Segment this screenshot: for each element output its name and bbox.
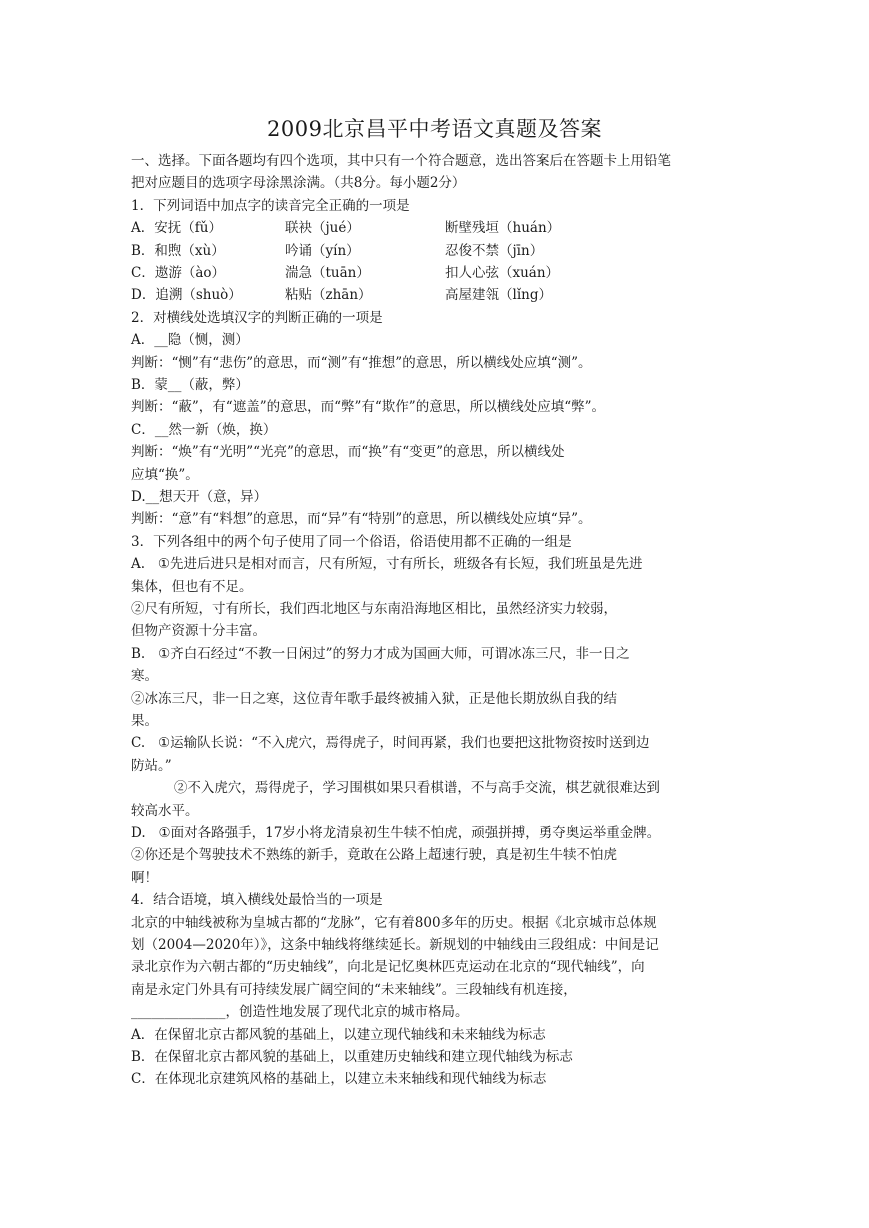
text-line: B. ①齐白石经过“不教一日闲过”的努力才成为国画大师，可谓冰冻三尺，非一日之 [131,645,630,662]
document-title: 2009北京昌平中考语文真题及答案 [267,117,602,141]
q1-option-label: B．和煦（xù） [131,242,225,259]
q1-option-label: D．追溯（shuò） [131,287,242,304]
text-line: 判断：“恻”有“悲伤”的意思，而“测”有“推想”的意思，所以横线处应填“测”。 [131,354,592,371]
text-line: 划（2004—2020年）》，这条中轴线将继续延长。新规划的中轴线由三段组成：中间是记 [131,937,659,953]
text-line: A．在保留北京古都风貌的基础上，以建立现代轴线和未来轴线为标志 [131,1026,546,1043]
q1-option-item: 粘贴（zhān） [285,287,372,304]
q1-option-item: 断壁残垣（huán） [445,220,561,237]
text-line: 应填“换”。 [131,466,199,483]
text-line: A. ①先进后进只是相对而言，尺有所短，寸有所长，班级各有长短，我们班虽是先进 [131,556,643,573]
text-line: B．在保留北京古都风貌的基础上，以重建历史轴线和建立现代轴线为标志 [131,1049,573,1065]
q1-option-item: 联袂（jué） [285,220,360,237]
text-line: A．__隐（恻，测） [131,332,249,349]
text-line: C．在体现北京建筑风格的基础上，以建立未来轴线和现代轴线为标志 [131,1071,547,1088]
text-line: D.__想天开（意，异） [131,489,268,505]
text-line: ②不入虎穴，焉得虎子，学习围棋如果只看棋谱，不与高手交流，棋艺就很难达到 [131,780,660,797]
text-line: 录北京作为六朝古都的“历史轴线”，向北是记忆奥林匹克运动在北京的“现代轴线”，向 [131,959,645,976]
text-line: 南是永定门外具有可持续发展广阔空间的“未来轴线”。三段轴线有机连接， [131,981,577,998]
q1-option-item: 高屋建瓴（lǐng） [445,287,552,304]
text-line: 判断：“焕”有“光明”“光亮”的意思，而“换”有“变更”的意思，所以横线处 [131,444,565,461]
text-line: 较高水平。 [131,802,199,819]
text-line: 防站。” [131,757,172,774]
text-line: ②尺有所短，寸有所长，我们西北地区与东南沿海地区相比，虽然经济实力较弱， [131,601,617,617]
q1-option-item: 扣人心弦（xuán） [445,265,560,281]
q1-option-label: C．遨游（ào） [131,265,226,281]
text-line: 2．对横线处选填汉字的判断正确的一项是 [131,309,383,326]
text-line: 但物产资源十分丰富。 [131,623,266,640]
text-line: C．__然一新（焕，换） [131,421,277,438]
text-line: 寒。 [131,668,158,685]
text-line: 判断：“意”有“料想”的意思，而“异”有“特别”的意思，所以横线处应填“异”。 [131,511,592,528]
text-line: 判断：“蔽”，有“遮盖”的意思，而“弊”有“欺作”的意思，所以横线处应填“弊”。 [131,399,606,416]
text-line: 北京的中轴线被称为皇城古都的“龙脉”，它有着800多年的历史。根据《北京城市总体规 [131,914,657,931]
text-line: 一、选择。下面各题均有四个选项，其中只有一个符合题意，选出答案后在答题卡上用铅笔 [131,153,671,169]
text-line: 把对应题目的选项字母涂黑涂满。（共8分。每小题2分） [131,175,466,192]
text-line: ②你还是个驾驶技术不熟练的新手，竟敢在公路上超速行驶，真是初生牛犊不怕虎 [131,847,617,864]
q1-option-label: A．安抚（fǔ） [131,220,222,237]
q1-option-item: 忍俊不禁（jīn） [445,242,544,259]
text-line: C. ①运输队长说：“不入虎穴，焉得虎子，时间再紧，我们也要把这批物资按时送到边 [131,735,650,752]
text-line: 集体，但也有不足。 [131,578,253,595]
text-line: D. ①面对各路强手，17岁小将龙清泉初生牛犊不怕虎，顽强拼搏，勇夺奥运举重金牌。 [131,825,661,841]
q1-option-item: 湍急（tuān） [285,265,370,281]
text-line: ②冰冻三尺，非一日之寒，这位青年歌手最终被捕入狱，正是他长期放纵自我的结 [131,690,617,707]
text-line: ______________，创造性地发展了现代北京的城市格局。 [131,1004,469,1021]
text-line: 3．下列各组中的两个句子使用了同一个俗语，俗语使用都不正确的一组是 [131,533,572,550]
text-line: B．蒙__（蔽，弊） [131,377,249,393]
text-line: 1．下列词语中加点字的读音完全正确的一项是 [131,197,410,214]
text-line: 啊！ [131,869,158,886]
q1-option-item: 吟诵（yín） [285,242,360,259]
text-line: 4．结合语境，填入横线处最恰当的一项是 [131,892,383,909]
text-line: 果。 [131,713,158,729]
